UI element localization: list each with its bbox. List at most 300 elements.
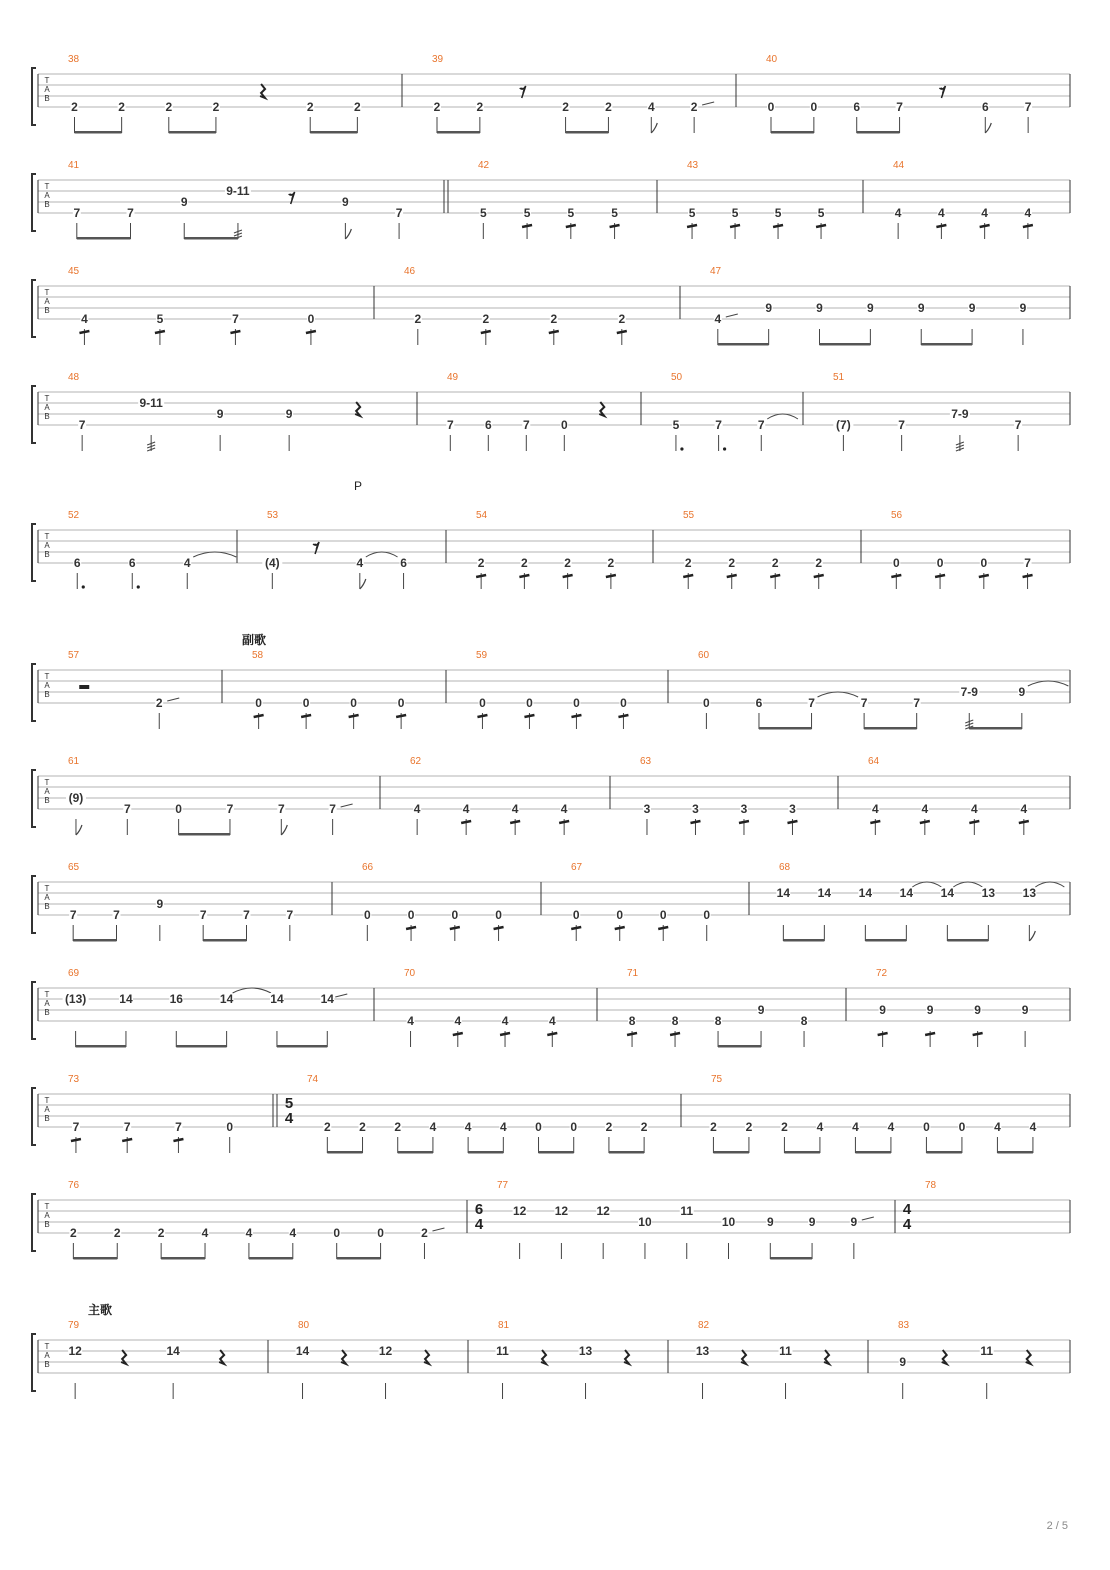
fret-number: 12 [596, 1204, 610, 1218]
fret-number: 2 [607, 556, 615, 570]
fret-number: 0 [560, 418, 568, 432]
tab-system [32, 1180, 1070, 1260]
system-bracket [32, 524, 36, 581]
measure [671, 372, 798, 451]
tab-event [714, 1014, 722, 1047]
fret-number: 5 [774, 206, 782, 220]
fret-number: 2 [113, 1226, 121, 1240]
fret-number: 13 [695, 1344, 710, 1358]
dead-note-mark [71, 1139, 81, 1141]
fret-number: 6 [128, 556, 136, 570]
tab-event [767, 100, 775, 133]
dead-note-mark [979, 575, 989, 577]
measure [476, 510, 616, 589]
tab-event [128, 556, 140, 589]
tab-clef-letter: A [44, 999, 50, 1008]
beam [713, 1151, 749, 1154]
fret-number: 4 [499, 1120, 507, 1134]
tab-event [770, 556, 780, 589]
dead-note-mark [547, 1033, 557, 1035]
measure [68, 1180, 444, 1260]
tab-event [173, 1120, 183, 1153]
dead-note-mark [610, 225, 620, 227]
tab-event [703, 908, 711, 941]
dead-note-mark [891, 575, 901, 577]
tab-event [270, 992, 284, 1047]
fret-number: 4 [201, 1226, 209, 1240]
fret-number: 4 [938, 206, 945, 220]
tab-clef-letter: T [44, 288, 50, 297]
tab-event [833, 418, 853, 451]
dead-note-mark [683, 575, 693, 577]
fret-number: 4 [464, 1120, 472, 1134]
dead-note-mark [566, 225, 576, 227]
tab-event [225, 184, 251, 239]
beam [855, 1151, 891, 1154]
measure [432, 54, 714, 134]
measure-number: 44 [893, 160, 905, 171]
fret-number: 0 [479, 696, 486, 710]
measure-number: 39 [432, 54, 444, 65]
beam [76, 1045, 126, 1048]
tab-event [670, 1014, 680, 1047]
tab-event [341, 195, 349, 239]
tab-event [776, 886, 790, 941]
tab-event [122, 1120, 132, 1153]
tab-system [32, 862, 1070, 942]
dead-note-mark [617, 331, 627, 333]
tab-event [624, 1350, 629, 1364]
fret-number: 4 [970, 802, 978, 816]
fret-number: 9 [1019, 301, 1027, 315]
tab-event [216, 407, 224, 451]
tab-event [939, 83, 945, 100]
dead-note-mark [396, 715, 406, 717]
measure-number: 47 [710, 266, 722, 277]
dead-note-mark [814, 575, 824, 577]
fret-number: 9 [1018, 685, 1026, 699]
tab-event [420, 1226, 444, 1259]
beam [169, 131, 216, 134]
tab-event [165, 100, 173, 133]
fret-number: 4 [994, 1120, 1001, 1134]
fret-number: 2 [618, 312, 626, 326]
tab-event [138, 396, 164, 451]
tab-event [541, 1350, 546, 1364]
measure [68, 266, 316, 345]
beam [997, 1151, 1033, 1154]
system-bracket [32, 664, 36, 721]
quarter-rest-icon [624, 1350, 629, 1364]
tab-system [32, 1074, 1070, 1154]
tab-event [260, 84, 265, 98]
dead-note-mark [980, 225, 990, 227]
quarter-rest-icon [541, 1350, 546, 1364]
fret-number: 14 [320, 992, 334, 1006]
tab-event [980, 1344, 994, 1399]
fret-number: 4 [413, 802, 421, 816]
dead-note-mark [969, 821, 979, 823]
dead-note-mark [500, 1033, 510, 1035]
slide-mark [432, 1228, 444, 1231]
fret-number: 2 [781, 1120, 788, 1134]
flag-icon [76, 825, 82, 835]
tab-event [71, 1120, 81, 1153]
measure-number: 81 [498, 1320, 510, 1331]
tab-event [922, 1120, 930, 1153]
page-number: 2 / 5 [1046, 1520, 1068, 1532]
dot-icon [680, 447, 683, 450]
tab-event [453, 1014, 463, 1047]
tab-event [156, 897, 164, 941]
beam [947, 939, 988, 942]
fret-number: 7 [757, 418, 765, 432]
dead-note-mark [773, 225, 783, 227]
flag-icon [651, 123, 657, 133]
tab-event [599, 402, 604, 416]
measure-number: 60 [698, 650, 710, 661]
tab-event [554, 1204, 568, 1259]
dead-note-mark [571, 927, 581, 929]
fret-number: (4) [264, 556, 280, 570]
fret-number: 14 [270, 992, 284, 1006]
tie-arc [1028, 681, 1069, 686]
fret-number: 11 [680, 1204, 694, 1218]
fret-number: 7 [808, 696, 815, 710]
system-bracket [32, 174, 36, 231]
beam [73, 939, 116, 942]
tab-event [605, 1120, 613, 1153]
tab-event [808, 692, 859, 729]
tab-event [559, 802, 569, 835]
tab-event [765, 301, 773, 345]
measure [68, 1074, 234, 1153]
tab-system [32, 54, 1070, 134]
fret-number: 7 [73, 206, 81, 220]
measure [68, 650, 179, 729]
tab-event [549, 312, 559, 345]
fret-number: 4 [407, 1014, 414, 1028]
tab-clef-letter: T [44, 1202, 50, 1211]
tab-event [306, 100, 314, 133]
eighth-rest-icon: 𝄾 [313, 539, 319, 556]
measure [273, 1074, 648, 1154]
tab-event [968, 301, 976, 345]
fret-number: 2 [771, 556, 779, 570]
dead-note-mark [787, 821, 797, 823]
fret-number: 7 [896, 100, 903, 114]
tab-event [571, 696, 581, 729]
tab-event [1018, 681, 1069, 729]
tab-event [66, 791, 86, 835]
tab-event [563, 556, 573, 589]
fret-number: 7 [243, 908, 250, 922]
measure-number: 65 [68, 862, 80, 873]
measure [68, 372, 360, 451]
dead-note-mark [1019, 821, 1029, 823]
fret-number: 7 [127, 206, 134, 220]
tab-clef-letter: B [44, 902, 50, 911]
tab-event [808, 1215, 816, 1259]
fret-number: 4 [454, 1014, 462, 1028]
dead-note-mark [453, 1033, 463, 1035]
fret-number: 2 [394, 1120, 402, 1134]
fret-number: 4 [647, 100, 655, 114]
fret-number: 0 [958, 1120, 966, 1134]
tab-clef-letter: A [44, 85, 50, 94]
tab-event [277, 802, 285, 835]
tab-event [71, 100, 79, 133]
fret-number: 0 [703, 908, 711, 922]
measure [68, 160, 403, 240]
dead-note-mark [870, 821, 880, 823]
fret-number: 9-11 [226, 184, 250, 198]
measure-number: 67 [571, 862, 583, 873]
fret-number: 9 [917, 301, 925, 315]
dead-note-mark [563, 575, 573, 577]
tab-clef-letter: T [44, 532, 50, 541]
fret-number: 9 [850, 1215, 858, 1229]
flag-icon [281, 825, 287, 835]
fret-number: 3 [789, 802, 796, 816]
fret-number: 7-9 [960, 685, 978, 699]
tab-event [296, 1344, 310, 1399]
tab-event [979, 556, 989, 589]
dead-note-mark [306, 331, 316, 333]
tab-event [169, 992, 183, 1047]
tie-arc [366, 552, 398, 557]
tab-event [722, 1215, 736, 1259]
beam [926, 1151, 962, 1154]
fret-number: 2 [157, 1226, 165, 1240]
dead-note-mark [477, 715, 487, 717]
tab-event [878, 1003, 888, 1047]
beam [865, 939, 906, 942]
beam [969, 727, 1022, 730]
tab-system [32, 756, 1070, 836]
tab-event [68, 1344, 82, 1399]
tab-event [513, 1204, 527, 1259]
measure [876, 968, 1029, 1047]
beam [820, 343, 871, 346]
tab-system [32, 1302, 1070, 1399]
dead-note-mark [301, 715, 311, 717]
dead-note-mark [1023, 575, 1033, 577]
tab-clef-letter: A [44, 541, 50, 550]
fret-number: 10 [721, 1215, 736, 1229]
dead-note-mark [549, 331, 559, 333]
tie-arc [767, 414, 798, 419]
fret-number: 0 [302, 696, 310, 710]
quarter-rest-icon [341, 1350, 346, 1364]
fret-number: 0 [175, 802, 182, 816]
tab-event [301, 696, 311, 729]
fret-number: 12 [512, 1204, 527, 1218]
dead-note-mark [571, 715, 581, 717]
tab-event [766, 1215, 774, 1259]
tab-event [562, 100, 570, 133]
tab-event [220, 988, 271, 1047]
tie-arc [953, 882, 982, 887]
measure [627, 968, 808, 1048]
fret-number: 7 [123, 1120, 131, 1134]
tab-event [816, 1120, 824, 1153]
dead-note-mark [670, 1033, 680, 1035]
tab-event [816, 206, 826, 239]
tab-clef-letter: A [44, 1211, 50, 1220]
measure [698, 650, 1068, 730]
fret-number: 14 [219, 992, 234, 1006]
tab-event [333, 1226, 341, 1259]
tab-event [219, 1350, 224, 1364]
dead-note-mark [658, 927, 668, 929]
fret-number: 4 [511, 802, 519, 816]
measure-number: 38 [68, 54, 80, 65]
tab-event [773, 206, 783, 239]
tab-event [359, 1120, 367, 1153]
fret-number: 9 [968, 301, 976, 315]
beam [437, 131, 480, 134]
flag-icon [985, 123, 991, 133]
fret-number: 7 [446, 418, 454, 432]
tab-event [394, 1120, 402, 1153]
measure-number: 58 [252, 650, 264, 661]
tab-event [230, 312, 240, 345]
fret-number: 5 [731, 206, 739, 220]
fret-number: 7 [522, 418, 530, 432]
fret-number: 3 [643, 802, 651, 816]
fret-number: 4 [245, 1226, 253, 1240]
measure [68, 862, 294, 942]
time-signature-top: 4 [902, 1201, 912, 1218]
fret-number: 9 [1021, 1003, 1029, 1017]
measure-number: 45 [68, 266, 80, 277]
measure-number: 55 [683, 510, 695, 521]
beam [539, 1151, 574, 1154]
tab-event [658, 908, 668, 941]
tab-event [323, 1120, 331, 1153]
tab-event [413, 802, 421, 835]
fret-number: 2 [482, 312, 490, 326]
fret-number: 4 [1024, 206, 1032, 220]
fret-number: 11 [779, 1344, 792, 1358]
measure [444, 160, 620, 239]
fret-number: 4 [560, 802, 568, 816]
tab-clef-letter: B [44, 1008, 50, 1017]
tab-event [433, 100, 441, 133]
tab-event [285, 407, 293, 451]
tab-event [896, 100, 904, 133]
beam [203, 939, 246, 942]
fret-number: 0 [659, 908, 667, 922]
fret-number: 2 [684, 556, 692, 570]
tab-event [618, 696, 628, 729]
tab-event [429, 1120, 437, 1153]
fret-number: 7 [1014, 418, 1022, 432]
fret-number: 14 [899, 886, 914, 900]
measure-number: 46 [404, 266, 416, 277]
fret-number: 0 [495, 908, 502, 922]
tab-event [461, 802, 471, 835]
eighth-rest-icon: 𝄾 [289, 189, 294, 206]
tab-clef-letter: T [44, 672, 50, 681]
beam [327, 1151, 362, 1154]
fret-number: 0 [307, 312, 315, 326]
tie-arc [1035, 882, 1064, 887]
fret-number: 7 [113, 908, 120, 922]
dead-note-mark [687, 225, 697, 227]
dead-note-mark [739, 821, 749, 823]
dead-note-mark [770, 575, 780, 577]
tab-event [824, 1350, 829, 1364]
fret-number: 11 [980, 1344, 994, 1358]
measure [710, 266, 1027, 346]
fret-number: 5 [479, 206, 487, 220]
fret-number: 14 [166, 1344, 180, 1358]
beam [184, 237, 238, 240]
quarter-rest-icon [219, 1350, 224, 1364]
fret-number: 0 [703, 696, 710, 710]
fret-number: 3 [692, 802, 699, 816]
dead-note-mark [406, 927, 416, 929]
beam [176, 1045, 226, 1048]
measure-number: 72 [876, 968, 888, 979]
measure [475, 1180, 874, 1260]
fret-number: 0 [620, 696, 627, 710]
fret-number: 0 [407, 908, 415, 922]
fret-number: 7 [860, 696, 868, 710]
tab-event [596, 1204, 610, 1259]
tab-clef-letter: B [44, 550, 50, 559]
tab-clef-letter: B [44, 1114, 50, 1123]
tab-event [1029, 1120, 1037, 1153]
fret-number: 7 [78, 418, 86, 432]
tab-event [500, 1014, 510, 1047]
beam [864, 727, 917, 730]
dead-note-mark [925, 1033, 935, 1035]
fret-number: 7 [69, 908, 77, 922]
measure [66, 756, 353, 836]
tab-event [816, 301, 824, 345]
flag-icon [1029, 931, 1035, 941]
dead-note-mark [155, 331, 165, 333]
tab-event [329, 802, 353, 835]
fret-number: 2 [165, 100, 173, 114]
fret-number: 4 [548, 1014, 556, 1028]
measure-number: 80 [298, 1320, 310, 1331]
tab-event [407, 1014, 415, 1047]
beam [857, 131, 900, 134]
measure-number: 42 [478, 160, 490, 171]
tab-event [226, 802, 234, 835]
fret-number: 13 [1022, 886, 1037, 900]
tab-event [973, 1003, 983, 1047]
tab-event [199, 908, 207, 941]
tab-event [123, 802, 131, 835]
tab-event [127, 206, 135, 239]
fret-number: 9 [816, 301, 823, 315]
fret-number: 2 [421, 1226, 428, 1240]
tab-event [377, 1226, 385, 1259]
tab-event [320, 992, 347, 1047]
fret-number: 0 [255, 696, 262, 710]
fret-number: 4 [462, 802, 470, 816]
fret-number: 12 [378, 1344, 393, 1358]
measure [404, 266, 627, 345]
fret-number: 12 [554, 1204, 569, 1218]
tab-event [610, 206, 620, 239]
fret-number: 7 [232, 312, 239, 326]
